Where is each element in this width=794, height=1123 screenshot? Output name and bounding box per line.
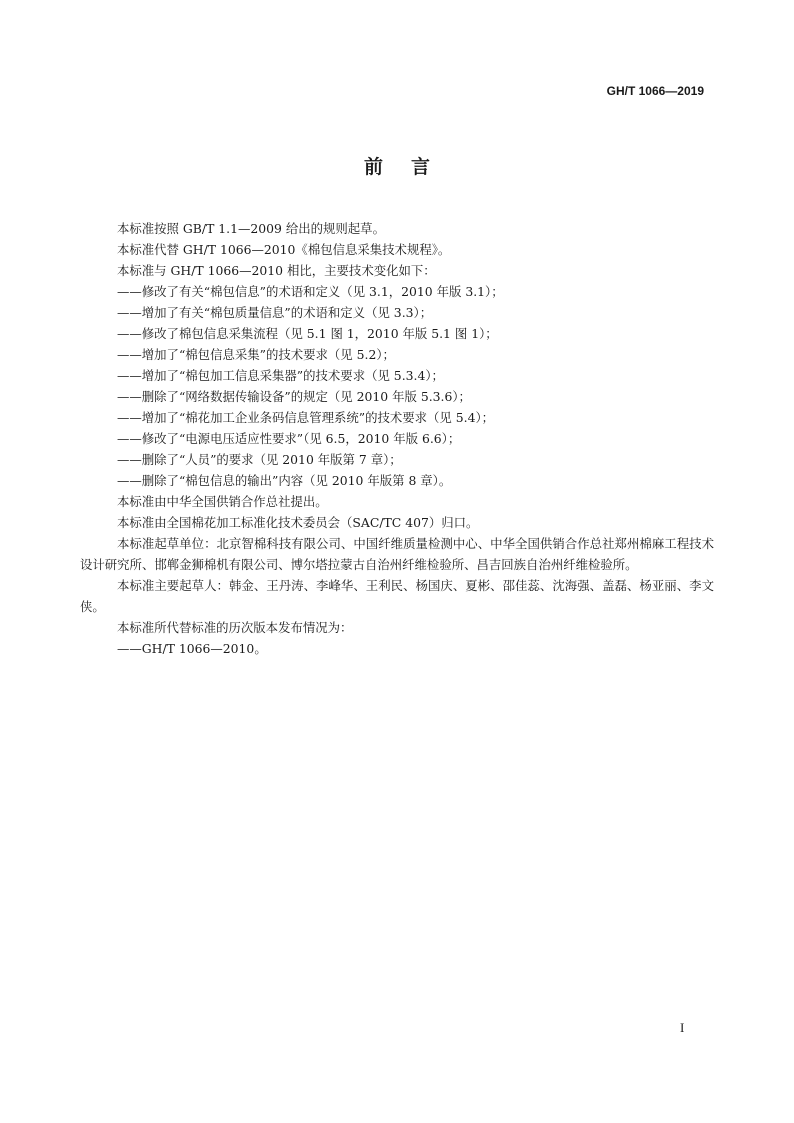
foreword-body bbox=[80, 218, 714, 659]
change-item: ——修改了有关“棉包信息”的术语和定义（见 3.1，2010 年版 3.1）； bbox=[117, 284, 504, 299]
paragraph: 本标准与 GH/T 1066—2010 相比，主要技术变化如下： bbox=[117, 263, 436, 278]
change-item: ——修改了棉包信息采集流程（见 5.1 图 1，2010 年版 5.1 图 1）； bbox=[117, 326, 498, 341]
change-item: ——修改了“电源电压适应性要求”（见 6.5，2010 年版 6.6）； bbox=[117, 431, 461, 446]
change-item: ——增加了“棉包信息采集”的技术要求（见 5.2）； bbox=[117, 347, 395, 362]
drafting-units: 本标准起草单位：北京智棉科技有限公司、中国纤维质量检测中心、中华全国供销合作总社郑州棉麻工程技术设计研究所、邯郸金狮棉机有限公司、博尔塔拉蒙古自治州纤维检验所、昌吉回族自治州纤维检验所。 bbox=[80, 536, 714, 572]
page-title: 前言 bbox=[363, 156, 458, 178]
change-item: ——增加了“棉包加工信息采集器”的技术要求（见 5.3.4）； bbox=[117, 368, 444, 383]
change-item: ——增加了“棉花加工企业条码信息管理系统”的技术要求（见 5.4）； bbox=[117, 410, 495, 425]
standard-code-header: GH/T 1066—2019 bbox=[606, 84, 704, 98]
paragraph: 本标准按照 GB/T 1.1—2009 给出的规则起草。 bbox=[117, 221, 385, 236]
paragraph: 本标准所代替标准的历次版本发布情况为： bbox=[117, 620, 353, 635]
change-item: ——删除了“网络数据传输设备”的规定（见 2010 年版 5.3.6）； bbox=[117, 389, 471, 404]
change-item: ——删除了“人员”的要求（见 2010 年版第 7 章）； bbox=[117, 452, 402, 467]
paragraph: 本标准由中华全国供销合作总社提出。 bbox=[117, 494, 328, 509]
paragraph: 本标准代替 GH/T 1066—2010《棉包信息采集技术规程》。 bbox=[117, 242, 451, 257]
change-item: ——删除了“棉包信息的输出”内容（见 2010 年版第 8 章）。 bbox=[117, 473, 452, 488]
page-number: I bbox=[680, 1020, 685, 1035]
previous-edition: ——GH/T 1066—2010。 bbox=[117, 641, 267, 656]
change-item: ——增加了有关“棉包质量信息”的术语和定义（见 3.3）； bbox=[117, 305, 433, 320]
paragraph: 本标准由全国棉花加工标准化技术委员会（SAC/TC 407）归口。 bbox=[117, 515, 479, 530]
drafters: 本标准主要起草人：韩金、王丹涛、李峰华、王利民、杨国庆、夏彬、邵佳蕊、沈海强、盖磊、杨亚丽、李文侠。 bbox=[80, 578, 714, 614]
